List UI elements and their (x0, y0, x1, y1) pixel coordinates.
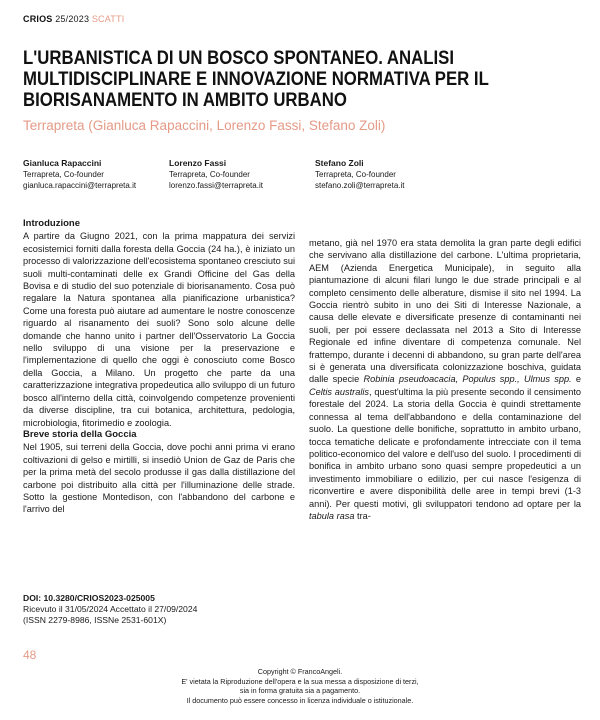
running-header (23, 14, 124, 24)
doi-code[interactable]: DOI: 10.3280/CRIOS2023-025005 (23, 593, 155, 603)
page-number: 48 (23, 648, 37, 662)
copyright-line: sia in forma gratuita sia a pagamento. (239, 686, 361, 695)
copyright-line: E' vietata la Riproduzione dell'opera e la sua messa a disposizione di terzi, (181, 676, 419, 686)
author-role: Terrapreta, Co-founder (169, 170, 250, 179)
author-block (169, 158, 315, 191)
journal-name: CRIOS (23, 14, 53, 24)
text-run: e (571, 374, 581, 385)
author-list (23, 158, 461, 191)
issue-number: 25/2023 (55, 14, 90, 24)
issn-info: (ISSN 2279-8986, ISSNe 2531-601X) (23, 615, 167, 625)
article-title: L'URBANISTICA DI UN BOSCO SPONTANEO. ANALISI MULTIDISCIPLINARE E INNOVAZIONE NORMATIVA PER IL BIORISANAMENTO IN AMBITO URBANO (23, 47, 489, 111)
left-column (23, 218, 295, 516)
text-run: tra- (354, 510, 371, 521)
copyright-line: Copyright © FrancoAngeli. (257, 667, 343, 676)
author-email[interactable]: gianluca.rapaccini@terrapreta.it (23, 181, 137, 190)
doi-block (23, 593, 197, 626)
text-run: , quest'ultima la più presente secondo il censimento forestale del 2024. La storia della Goccia è quindi strettamente connessa al tema dell'abbandono e della contaminazione del suolo. La questione delle bonifiche, soprattutto in ambito urbano, tocca tematiche delicate e profondamente intrecciate con il tema politico-economico del valore e dell'uso del suolo. I procedimenti di bonifica in ambito urbano sono quasi sempre propedeutici a un investimento immobiliare o edilizio, per cui nasce l'esigenza di riconvertire e avere disponibilità delle aree in tempi brevi (1-3 anni). Per questi motivi, gli sviluppatori tendono ad optare per la (309, 386, 581, 509)
received-dates: Ricevuto il 31/05/2024 Accettato il 27/09/2024 (23, 604, 198, 614)
right-column (309, 237, 581, 522)
copyright-line: Il documento può essere concesso in licenza individuale o istituzionale. (186, 695, 414, 705)
author-role: Terrapreta, Co-founder (23, 170, 104, 179)
copyright-notice (0, 667, 600, 705)
text-run: metano, già nel 1970 era stata demolita la gran parte degli edifici che servivano alla distillazione del carbone. L'ultima proprietaria, AEM (Azienda Energetica Municipale), in seguito alla piantumazione di alcuni filari lungo le due strade principali e al completo censimento delle alberature, dismise il sito nel 1994. La Goccia rientrò subito in uno dei Siti di Interesse Nazionale, a causa delle elevate e diversificate presenze di contaminanti nei suoli, per poi essere declassata nel 2013 a Sito di Interesse Regionale ed infine diventare di competenza comunale. Nel frattempo, durante i decenni di abbandono, su gran parte dell'area si è generata una diversificata colonizzazione boschiva, guidata dalle specie (309, 238, 581, 385)
author-name: Stefano Zoli (315, 158, 364, 168)
author-block (23, 158, 169, 191)
species-italic: Celtis australis (309, 386, 370, 397)
intro-paragraph: A partire da Giugno 2021, con la prima mappatura dei servizi ecosistemici forniti dalla foresta della Goccia (24 ha.), è iniziato un processo di valorizzazione dell'ecosistema spontaneo cresciuto sui suoli multi-contaminati delle ex Grandi Officine del Gas della Bovisa e di studio del suo potenziale di biorisanamento. Cosa può regalare la Natura spontanea alla pianificazione urbanistica? Come una foresta può aiutare ad aumentare le nostre conoscenze riguardo al risanamento dei suoli? Sono solo alcune delle domande che hanno unito i partner dell'Osservatorio La Goccia nello sviluppo di una visione per la preservazione e l'implementazione di quello che oggi è conosciuto come Bosco della Goccia, a Milano. Un progetto che parte da una caratterizzazione integrativa propedeutica allo sviluppo di un futuro bosco all'interno della città, coinvolgendo competenze provenienti da diverse discipline, tra cui botanica, architettura, pedologia, microbiologia, fitorimedio e zoologia. (23, 231, 295, 428)
article-subtitle: Terrapreta (Gianluca Rapaccini, Lorenzo Fassi, Stefano Zoli) (23, 118, 386, 133)
author-name: Lorenzo Fassi (169, 158, 227, 168)
author-name: Gianluca Rapaccini (23, 158, 102, 168)
species-italic: Robinia pseudoacacia, Populus spp., Ulmus spp. (363, 374, 572, 385)
section-heading-history: Breve storia della Goccia (23, 428, 137, 440)
author-block (315, 158, 461, 191)
author-email[interactable]: stefano.zoli@terrapreta.it (315, 181, 405, 190)
section-heading-intro: Introduzione (23, 218, 80, 229)
author-email[interactable]: lorenzo.fassi@terrapreta.it (169, 181, 263, 190)
section-name: SCATTI (91, 14, 125, 24)
history-paragraph: Nel 1905, sui terreni della Goccia, dove pochi anni prima vi erano coltivazioni di gelso e mirtilli, si insediò Union de Gaz de Paris che per la prima metà del secolo produsse il gas dalla distillazione del carbone poi distribuito alla città per l'illuminazione delle strade. Sotto la gestione Montedison, con l'abbandono del carbone e l'arrivo del (23, 442, 295, 515)
tabula-italic: tabula rasa (309, 510, 355, 521)
history-continued-paragraph (309, 237, 581, 522)
author-role: Terrapreta, Co-founder (315, 170, 396, 179)
